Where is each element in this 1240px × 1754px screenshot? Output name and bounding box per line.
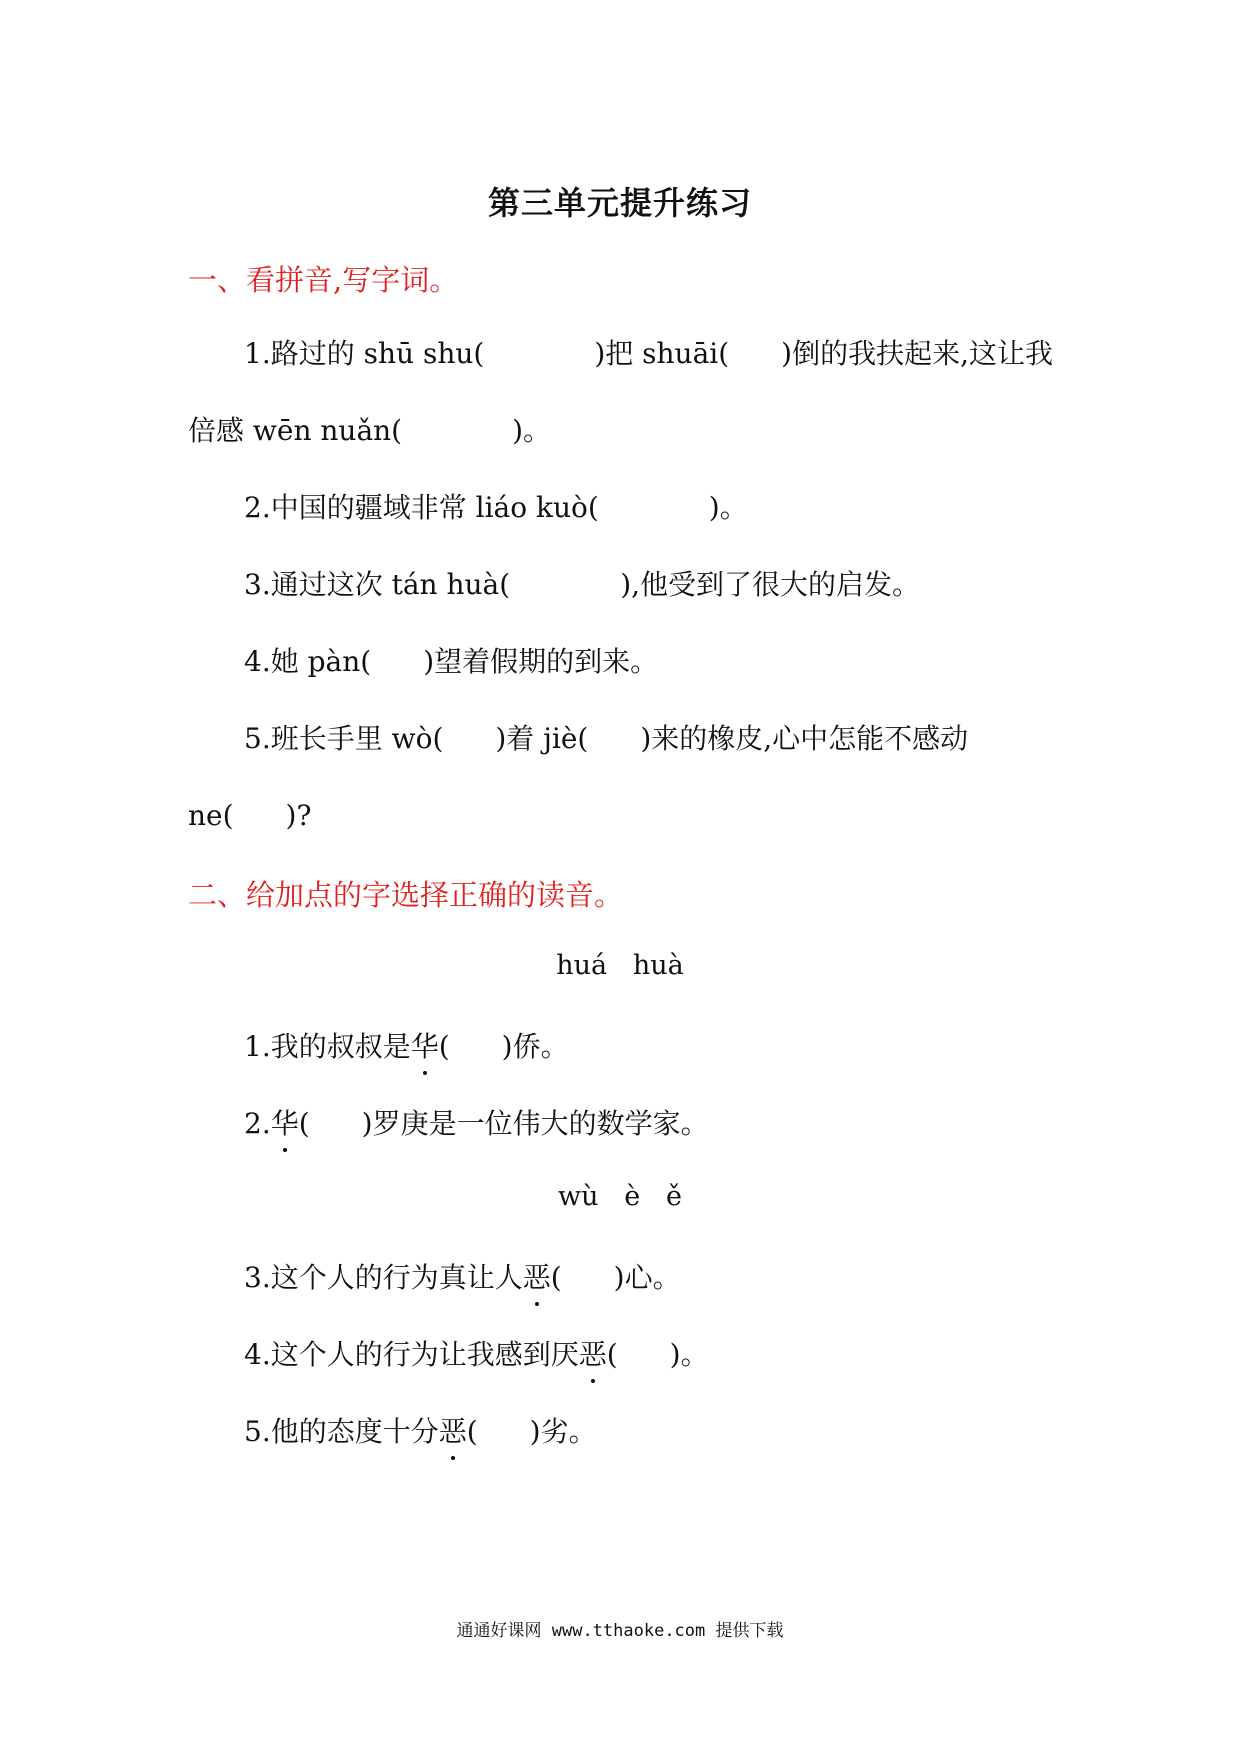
s2q1-end: )侨。 — [501, 1030, 569, 1063]
q4-text-b: )望着假期的到来。 — [423, 645, 659, 678]
question-2-5 — [244, 1412, 597, 1452]
question-1-line-2 — [188, 411, 551, 451]
q1-text-a: 1.路过的 shū shu( — [244, 337, 485, 370]
question-1-line-1 — [244, 334, 1053, 374]
question-2 — [244, 488, 748, 528]
q2-text-b: )。 — [708, 491, 748, 524]
s2q2-pre: 2. — [244, 1107, 271, 1140]
pinyin-options-1: huá huà — [556, 950, 684, 981]
q1-text-d: 倍感 wēn nuǎn( — [188, 414, 403, 447]
dotted-character: 华 — [271, 1104, 299, 1144]
s2q3-paren: ( — [550, 1261, 562, 1294]
question-2-2 — [244, 1104, 709, 1144]
question-4 — [244, 642, 658, 682]
question-3 — [244, 565, 920, 605]
page-title: 第三单元提升练习 — [487, 184, 752, 222]
dotted-character: 华 — [411, 1027, 439, 1067]
q5-text-b: )着 jiè( — [495, 722, 589, 755]
q5-text-a: 5.班长手里 wò( — [244, 722, 444, 755]
dotted-character: 恶 — [523, 1258, 551, 1298]
q5-text-d: ne( — [188, 799, 234, 832]
s2q4-paren: ( — [606, 1338, 618, 1371]
question-2-3 — [244, 1258, 681, 1298]
question-5-line-1 — [244, 719, 968, 759]
q5-text-c: )来的橡皮,心中怎能不感动 — [640, 722, 969, 755]
q3-text-b: ),他受到了很大的启发。 — [620, 568, 921, 601]
question-2-1 — [244, 1027, 569, 1067]
s2q1-pre: 1.我的叔叔是 — [244, 1030, 411, 1063]
page-footer: 通通好课网 www.tthaoke.com 提供下载 — [456, 1621, 784, 1641]
s2q2-paren: ( — [298, 1107, 310, 1140]
q1-text-e: )。 — [512, 414, 552, 447]
question-2-4 — [244, 1335, 709, 1375]
section-heading-1: 一、看拼音,写字词。 — [188, 263, 459, 297]
s2q5-paren: ( — [466, 1415, 478, 1448]
q5-text-e: )? — [285, 799, 312, 832]
question-5-line-2 — [188, 796, 311, 836]
section-heading-2: 二、给加点的字选择正确的读音。 — [188, 878, 624, 912]
q3-text-a: 3.通过这次 tán huà( — [244, 568, 511, 601]
s2q4-end: )。 — [669, 1338, 709, 1371]
pinyin-options-2: wù è ě — [558, 1181, 682, 1212]
s2q3-end: )心。 — [613, 1261, 681, 1294]
q1-text-c: )倒的我扶起来,这让我 — [781, 337, 1053, 370]
q4-text-a: 4.她 pàn( — [244, 645, 372, 678]
q1-text-b: )把 shuāi( — [594, 337, 730, 370]
s2q5-pre: 5.他的态度十分 — [244, 1415, 439, 1448]
q2-text-a: 2.中国的疆域非常 liáo kuò( — [244, 491, 599, 524]
s2q2-end: )罗庚是一位伟大的数学家。 — [361, 1107, 709, 1140]
s2q1-paren: ( — [438, 1030, 450, 1063]
s2q4-pre: 4.这个人的行为让我感到厌 — [244, 1338, 579, 1371]
s2q5-end: )劣。 — [529, 1415, 597, 1448]
dotted-character: 恶 — [579, 1335, 607, 1375]
s2q3-pre: 3.这个人的行为真让人 — [244, 1261, 523, 1294]
dotted-character: 恶 — [439, 1412, 467, 1452]
